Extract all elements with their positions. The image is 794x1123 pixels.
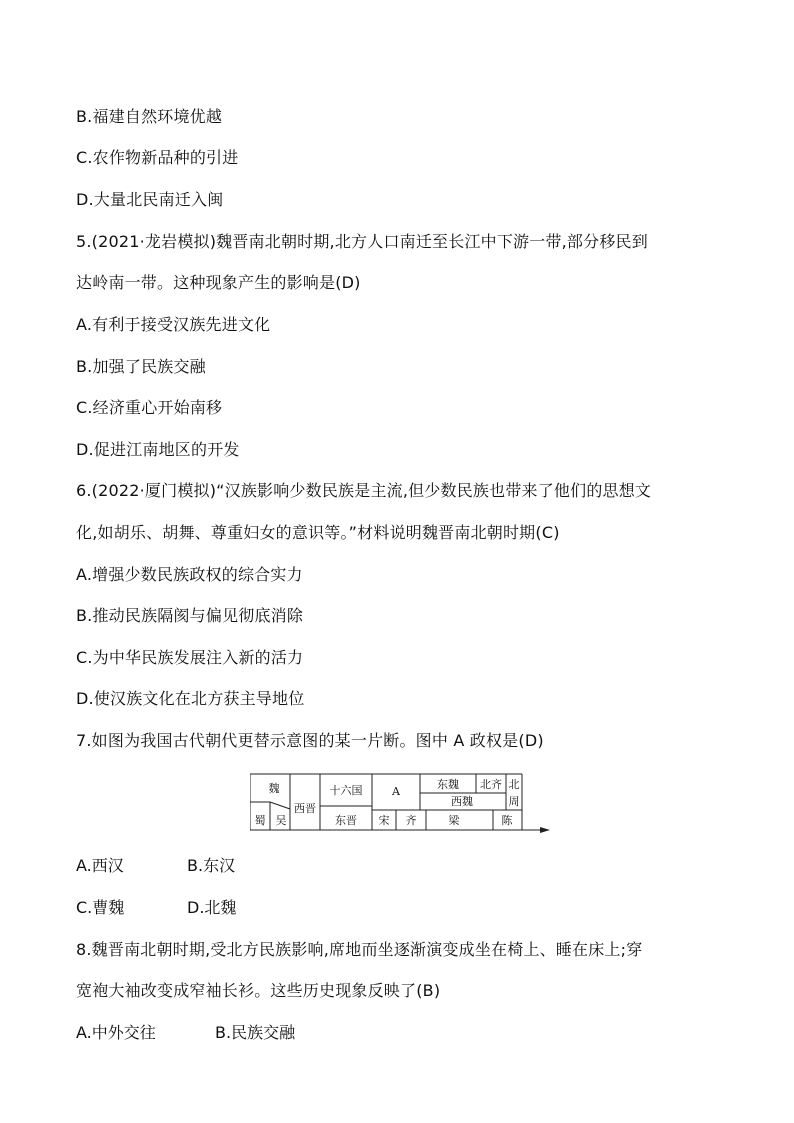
q6-option-d: D.使汉族文化在北方获主导地位: [76, 689, 305, 708]
q5-option-d: D.促进江南地区的开发: [76, 440, 240, 459]
q8-option-b: B.民族交融: [215, 1023, 296, 1042]
q4-option-b: B.福建自然环境优越: [76, 107, 223, 126]
cell-zhou: 周: [508, 795, 520, 808]
cell-qi: 齐: [405, 814, 417, 827]
q5-stem-line1: 5.(2021·龙岩模拟)魏晋南北朝时期,北方人口南迁至长江中下游一带,部分移民到: [76, 232, 648, 251]
q8-stem-line2: 宽袍大袖改变成窄袖长衫。这些历史现象反映了(B): [76, 981, 441, 1000]
q6-option-b: B.推动民族隔阂与偏见彻底消除: [76, 606, 304, 625]
q8-option-a: A.中外交往: [76, 1023, 156, 1042]
cell-shu: 蜀: [254, 814, 266, 827]
q6-stem-line2: 化,如胡乐、胡舞、尊重妇女的意识等。”材料说明魏晋南北朝时期(C): [76, 523, 560, 542]
q7-option-d: D.北魏: [187, 898, 237, 917]
q5-option-a: A.有利于接受汉族先进文化: [76, 315, 271, 334]
dynasty-timeline-diagram: [250, 772, 550, 834]
q4-option-d: D.大量北民南迁入闽: [76, 190, 224, 209]
q8-stem-line1: 8.魏晋南北朝时期,受北方民族影响,席地而坐逐渐演变成坐在椅上、睡在床上;穿: [76, 940, 643, 959]
q5-option-c: C.经济重心开始南移: [76, 398, 223, 417]
cell-dongwei: 东魏: [437, 778, 459, 791]
cell-a-regime: A: [392, 785, 400, 798]
q7-option-c: C.曹魏: [76, 898, 125, 917]
cell-song: 宋: [378, 814, 390, 827]
cell-wei: 魏: [268, 782, 280, 795]
q6-stem-line1: 6.(2022·厦门模拟)“汉族影响少数民族是主流,但少数民族也带来了他们的思想文: [76, 481, 652, 500]
cell-shiliuguo: 十六国: [329, 784, 363, 797]
q6-option-a: A.增强少数民族政权的综合实力: [76, 565, 303, 584]
cell-beiqi: 北齐: [480, 778, 502, 791]
cell-liang: 梁: [448, 814, 460, 827]
q7-stem: 7.如图为我国古代朝代更替示意图的某一片断。图中 A 政权是(D): [76, 731, 544, 750]
cell-xiwei: 西魏: [451, 795, 473, 808]
cell-wu: 吴: [275, 814, 287, 827]
q5-stem-line2: 达岭南一带。这种现象产生的影响是(D): [76, 273, 361, 292]
q6-option-c: C.为中华民族发展注入新的活力: [76, 648, 304, 667]
q7-option-a: A.西汉: [76, 856, 124, 875]
q4-option-c: C.农作物新品种的引进: [76, 148, 239, 167]
cell-bei: 北: [508, 778, 520, 791]
cell-chen: 陈: [501, 814, 513, 827]
cell-dongjin: 东晋: [335, 814, 357, 827]
cell-xijin: 西晋: [294, 802, 316, 815]
q7-option-b: B.东汉: [187, 856, 236, 875]
q5-option-b: B.加强了民族交融: [76, 357, 206, 376]
